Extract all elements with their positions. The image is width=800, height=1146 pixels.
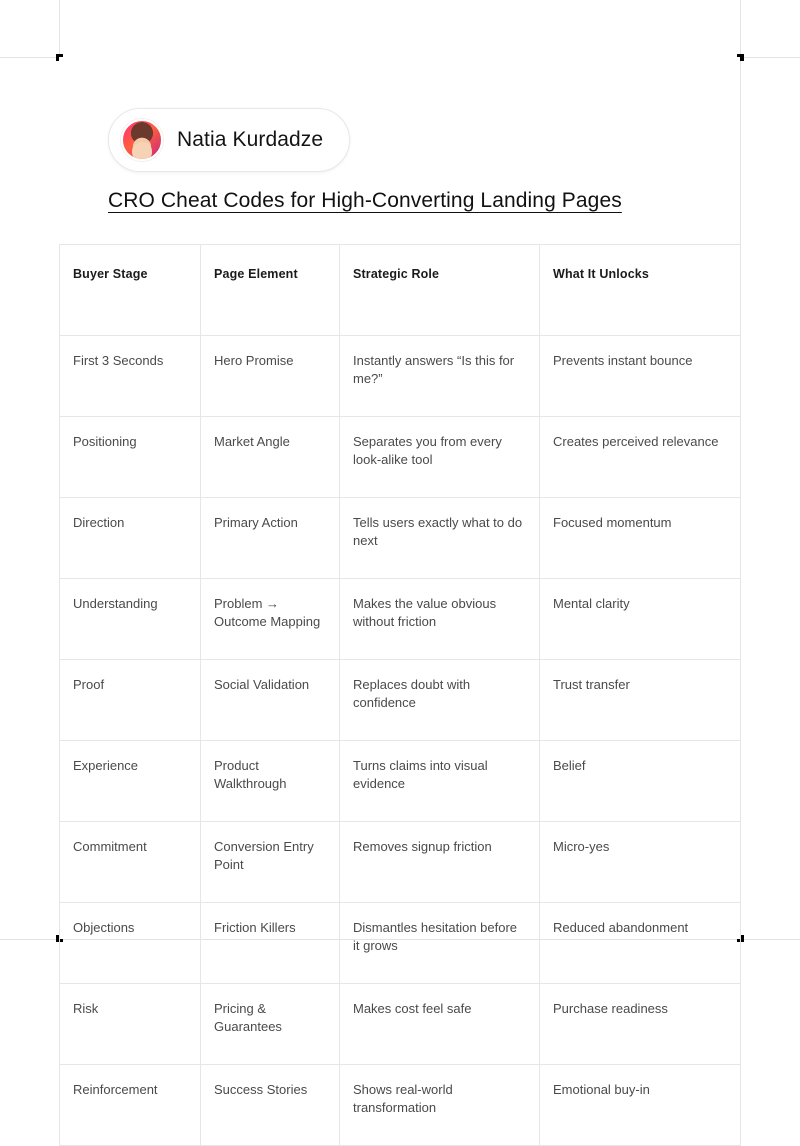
cell-buyer-stage: Commitment [60,822,201,903]
cell-strategic-role: Dismantles hesitation before it grows [340,903,540,984]
cell-page-element: Social Validation [201,660,340,741]
cell-what-it-unlocks: Prevents instant bounce [540,336,741,417]
cell-buyer-stage: Direction [60,498,201,579]
cell-what-it-unlocks: Focused momentum [540,498,741,579]
cell-strategic-role: Replaces doubt with confidence [340,660,540,741]
cell-what-it-unlocks: Emotional buy-in [540,1065,741,1146]
table-body [60,336,741,1146]
table-row [60,822,741,903]
cell-strategic-role: Turns claims into visual evidence [340,741,540,822]
column-header-what-it-unlocks: What It Unlocks [540,245,741,336]
cell-page-element: Market Angle [201,417,340,498]
table-row [60,741,741,822]
table-row [60,984,741,1065]
cell-what-it-unlocks: Belief [540,741,741,822]
cell-buyer-stage: Objections [60,903,201,984]
cheat-sheet-table-container [59,244,740,1146]
cell-page-element: Product Walkthrough [201,741,340,822]
cell-buyer-stage: Experience [60,741,201,822]
profile-photo-avatar [121,119,163,161]
cell-page-element: Friction Killers [201,903,340,984]
cell-strategic-role: Shows real-world transformation [340,1065,540,1146]
cell-page-element: Success Stories [201,1065,340,1146]
cell-strategic-role: Makes cost feel safe [340,984,540,1065]
cell-what-it-unlocks: Creates perceived relevance [540,417,741,498]
cell-page-element: Primary Action [201,498,340,579]
cell-what-it-unlocks: Reduced abandonment [540,903,741,984]
cell-what-it-unlocks: Mental clarity [540,579,741,660]
cell-page-element: Conversion Entry Point [201,822,340,903]
author-chip [108,108,350,172]
cell-what-it-unlocks: Purchase readiness [540,984,741,1065]
column-header-buyer-stage: Buyer Stage [60,245,201,336]
cell-strategic-role: Removes signup friction [340,822,540,903]
cell-page-element: Pricing & Guarantees [201,984,340,1065]
cell-buyer-stage: Risk [60,984,201,1065]
table-row [60,660,741,741]
cell-buyer-stage: Positioning [60,417,201,498]
column-header-strategic-role: Strategic Role [340,245,540,336]
cell-strategic-role: Tells users exactly what to do next [340,498,540,579]
table-row [60,417,741,498]
cell-what-it-unlocks: Trust transfer [540,660,741,741]
cell-buyer-stage: Understanding [60,579,201,660]
table-row [60,579,741,660]
cell-page-element: Problem → Outcome Mapping [201,579,340,660]
table-header-row [60,245,741,336]
document-artboard [59,57,740,1116]
cell-strategic-role: Instantly answers “Is this for me?” [340,336,540,417]
cell-what-it-unlocks: Micro-yes [540,822,741,903]
column-header-page-element: Page Element [201,245,340,336]
cell-buyer-stage: Reinforcement [60,1065,201,1146]
cell-strategic-role: Makes the value obvious without friction [340,579,540,660]
author-name: Natia Kurdadze [177,128,324,151]
cheat-sheet-table [59,244,741,1146]
table-row [60,498,741,579]
page-title: CRO Cheat Codes for High-Converting Landing Pages [108,189,622,212]
table-row [60,336,741,417]
table-row [60,1065,741,1146]
cell-buyer-stage: First 3 Seconds [60,336,201,417]
cell-buyer-stage: Proof [60,660,201,741]
cell-page-element: Hero Promise [201,336,340,417]
table-row [60,903,741,984]
cell-strategic-role: Separates you from every look-alike tool [340,417,540,498]
